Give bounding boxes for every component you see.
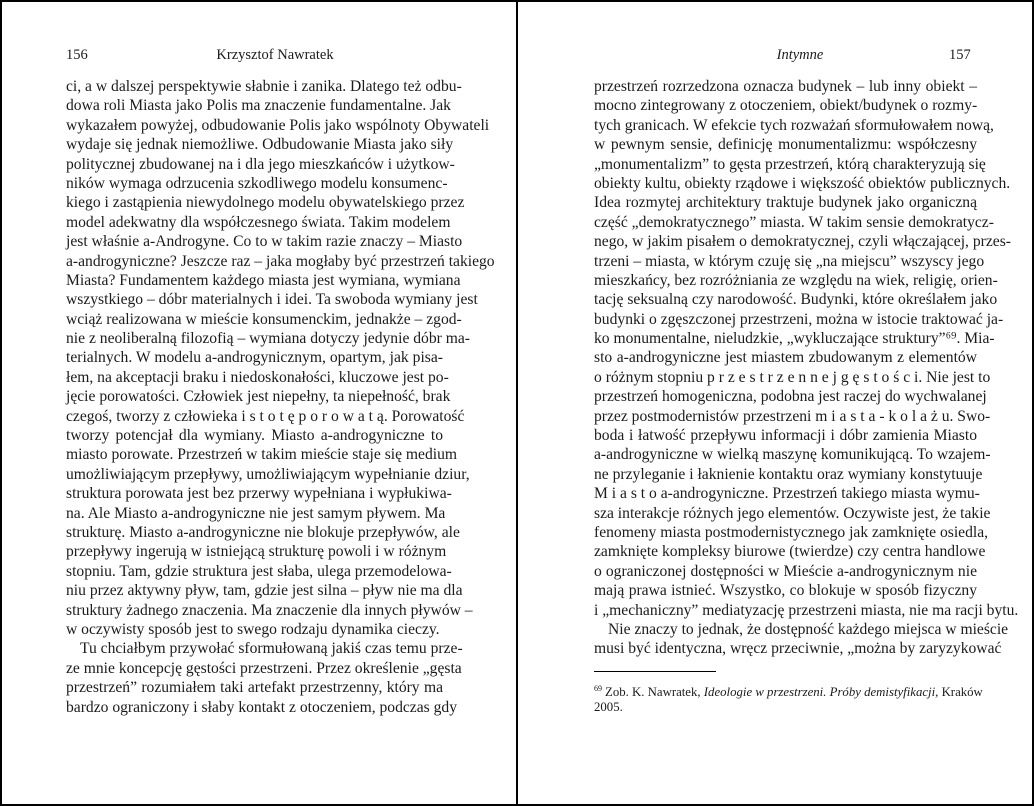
text-line: tworzy potencjał dla wymiany. Miasto a-androgyniczne to bbox=[66, 427, 443, 445]
text-line: tych granicach. W efekcie tych rozważań sformułowałem nową, bbox=[594, 116, 994, 134]
text-line: fenomeny miasta postmodernistycznego jak zamknięte osiedla, bbox=[594, 523, 989, 541]
running-head: Krzysztof Nawratek bbox=[216, 47, 334, 63]
text-line: ników wymaga odrzucenia szkodliwego modelu konsumenc- bbox=[66, 174, 448, 192]
right-page bbox=[518, 0, 1032, 806]
text-line: mocno zintegrowany z otoczeniem, obiekt/budynek o rozmy- bbox=[594, 97, 978, 115]
page-number: 156 bbox=[66, 47, 88, 63]
footnote-title: Ideologie w przestrzeni. Próby demistyfikacji bbox=[703, 685, 936, 699]
text-line: obiekty kultu, obiekty rządowe i większość obiektów publicznych. bbox=[594, 174, 1011, 192]
text-line: strukturę. Miasto a-androgyniczne nie blokuje przepływów, ale bbox=[66, 523, 460, 541]
text-line: boda i łatwość przepływu informacji i dóbr zamienia Miasto bbox=[594, 427, 977, 445]
text-line: ko monumentalne, nieludzkie, „wykluczające struktury”⁶⁹. Mia- bbox=[594, 330, 995, 348]
footnote-number: 69 bbox=[594, 684, 602, 693]
text-line: stopniu. Tam, gdzie struktura jest słaba, ulega przemodelowa- bbox=[66, 562, 452, 580]
text-line: łem, na akceptacji braku i niedoskonałości, kluczowe jest po- bbox=[66, 368, 449, 386]
text-line: nie z neoliberalną filozofią – wymiana dotyczy jedynie dóbr ma- bbox=[66, 330, 470, 348]
text-line: struktura porowata jest bez przerwy wypełniana i wypłukiwa- bbox=[66, 485, 452, 503]
text-line: bardzo ograniczony i słaby kontakt z otoczeniem, podczas gdy bbox=[66, 698, 458, 716]
text-line: zamknięte kompleksy biurowe (twierdze) czy centra handlowe bbox=[594, 543, 986, 561]
text-line: niu przez aktywny pływ, tam, gdzie jest silna – pływ nie ma dla bbox=[66, 582, 463, 600]
body-text bbox=[594, 77, 1019, 659]
text-line: jest właśnie a-Androgyne. Co to w takim razie znaczy – Miasto bbox=[66, 233, 463, 251]
text-line: dowa roli Miasta jako Polis ma znaczenie fundamentalne. Jak bbox=[66, 97, 451, 115]
text-line: mają prawa istnieć. Wszystko, co blokuje w sposób fizyczny bbox=[594, 582, 977, 600]
text-line: wydaje się jednak niemożliwe. Odbudowanie Miasta jako siły bbox=[66, 136, 454, 154]
text-line: przepływy ingerują w istniejącą strukturę powoli i w różnym bbox=[66, 543, 447, 561]
text-line: przestrzeń” rozumiałem taki artefakt przestrzenny, który ma bbox=[66, 679, 443, 697]
text-line: tację seksualną czy narodowość. Budynki, które określałem jako bbox=[594, 291, 998, 309]
text-line: przestrzeń homogeniczna, podobna jest raczej do wychwalanej bbox=[594, 388, 987, 406]
text-line: ze mnie koncepcję gęstości przestrzeni. Przez określenie „gęsta bbox=[66, 659, 462, 677]
text-line: struktury żadnego znaczenia. Ma znaczenie dla innych pływów – bbox=[66, 601, 473, 619]
text-line: w oczywisty sposób jest to swego rodzaju dynamika cieczy. bbox=[66, 620, 440, 638]
text-line: na. Ale Miasto a-androgyniczne nie jest samym pływem. Ma bbox=[66, 504, 446, 522]
text-line: i „mechaniczny” mediatyzację przestrzeni miasta, nie ma racji bytu. bbox=[594, 601, 1019, 619]
text-line: musi być identyczna, wręcz przeciwnie, „można by zaryzykować bbox=[594, 640, 1002, 658]
left-page bbox=[0, 0, 516, 806]
text-line: kiego i zastąpienia niewydolnego modelu obywatelskiego przez bbox=[66, 194, 465, 212]
text-line: wszystkiego – dóbr materialnych i idei. Ta swoboda wymiany jest bbox=[66, 291, 478, 309]
text-line: sza interakcje różnych jego elementów. Oczywiste jest, że takie bbox=[594, 504, 991, 522]
text-line: przez postmodernistów przestrzeni m i a s t a - k o l a ż u. Swo- bbox=[594, 407, 991, 425]
text-line: model adekwatny dla współczesnego świata. Takim modelem bbox=[66, 213, 451, 231]
footnote-rule bbox=[594, 671, 716, 672]
page-number: 157 bbox=[949, 47, 971, 63]
text-line: Idea rozmytej architektury traktuje budynek jako organiczną bbox=[594, 194, 977, 212]
text-line: „monumentalizm” to gęsta przestrzeń, którą charakteryzują się bbox=[594, 155, 986, 173]
text-line: Miasta? Fundamentem każdego miasta jest wymiana, wymiana bbox=[66, 271, 461, 289]
text-line: budynki o zgęszczonej przestrzeni, można w istocie traktować ja- bbox=[594, 310, 1004, 328]
text-line: w pewnym sensie, definicję monumentalizmu: współczesny bbox=[594, 136, 977, 154]
text-line: ci, a w dalszej perspektywie słabnie i zanika. Dlatego też odbu- bbox=[66, 78, 462, 95]
text-line: wciąż realizowana w mieście konsumenckim, jednakże – zgod- bbox=[66, 310, 462, 328]
text-line: część „demokratycznego” miasta. W takim sensie demokratycz- bbox=[594, 213, 994, 231]
text-line: ne przyleganie i łaknienie kontaktu oraz wymiany konstytuuje bbox=[594, 465, 983, 483]
text-line: przestrzeń rozrzedzona oznacza budynek – lub inny obiekt – bbox=[594, 78, 977, 95]
text-line: terialnych. W modelu a-androgynicznym, opartym, jak pisa- bbox=[66, 349, 443, 367]
text-line: a-androgyniczne? Jeszcze raz – jaka mogłaby być przestrzeń takiego bbox=[66, 252, 495, 270]
running-head: Intymne bbox=[776, 47, 824, 63]
text-line: wykazałem powyżej, odbudowanie Polis jako wspólnoty Obywateli bbox=[66, 116, 490, 134]
text-line: Nie znaczy to jednak, że dostępność każdego miejsca w mieście bbox=[608, 620, 1009, 638]
text-line: umożliwiającym przepływy, umożliwiającym wypełnianie dziur, bbox=[66, 465, 470, 483]
text-line: czegoś, tworzy z człowieka i s t o t ę p o r o w a t ą. Porowatość bbox=[66, 407, 465, 425]
text-line: jęcie porowatości. Człowiek jest niepełny, ta niepełność, brak bbox=[66, 388, 451, 406]
text-line: miasto porowate. Przestrzeń w takim mieście staje się medium bbox=[66, 446, 458, 464]
text-line: Tu chciałbym przywołać sformułowaną jakiś czas temu prze- bbox=[80, 640, 463, 658]
body-text bbox=[66, 77, 495, 717]
text-line: o różnym stopniu p r z e s t r z e n n e j g ę s t o ś c i. Nie jest to bbox=[594, 368, 991, 386]
footnote bbox=[594, 680, 983, 716]
text-line: politycznej zbudowanej na i dla jego mieszkańców i użytkow- bbox=[66, 155, 455, 173]
footnote-year: 2005. bbox=[594, 700, 623, 714]
text-line: o ograniczonej dostępności w Mieście a-androgynicznym nie bbox=[594, 562, 977, 580]
text-line: M i a s t o a-androgyniczne. Przestrzeń takiego miasta wymu- bbox=[594, 485, 980, 503]
text-line: mieszkańcy, bez rozróżniania ze względu na wiek, religię, orien- bbox=[594, 271, 998, 289]
text-line: nego, w jakim pisałem o demokratycznej, czyli włączającej, przes- bbox=[594, 233, 1011, 251]
text-line: a-androgyniczne w wielką maszynę komunikującą. To wzajem- bbox=[594, 446, 991, 464]
footnote-prefix: Zob. K. Nawratek, bbox=[605, 685, 704, 699]
footnote-suffix: , Kraków bbox=[935, 685, 983, 699]
text-line: trzeni – miasta, w którym czuję się „na miejscu” wszyscy jego bbox=[594, 252, 985, 270]
text-line: sto a-androgyniczne jest miastem zbudowanym z elementów bbox=[594, 349, 977, 367]
